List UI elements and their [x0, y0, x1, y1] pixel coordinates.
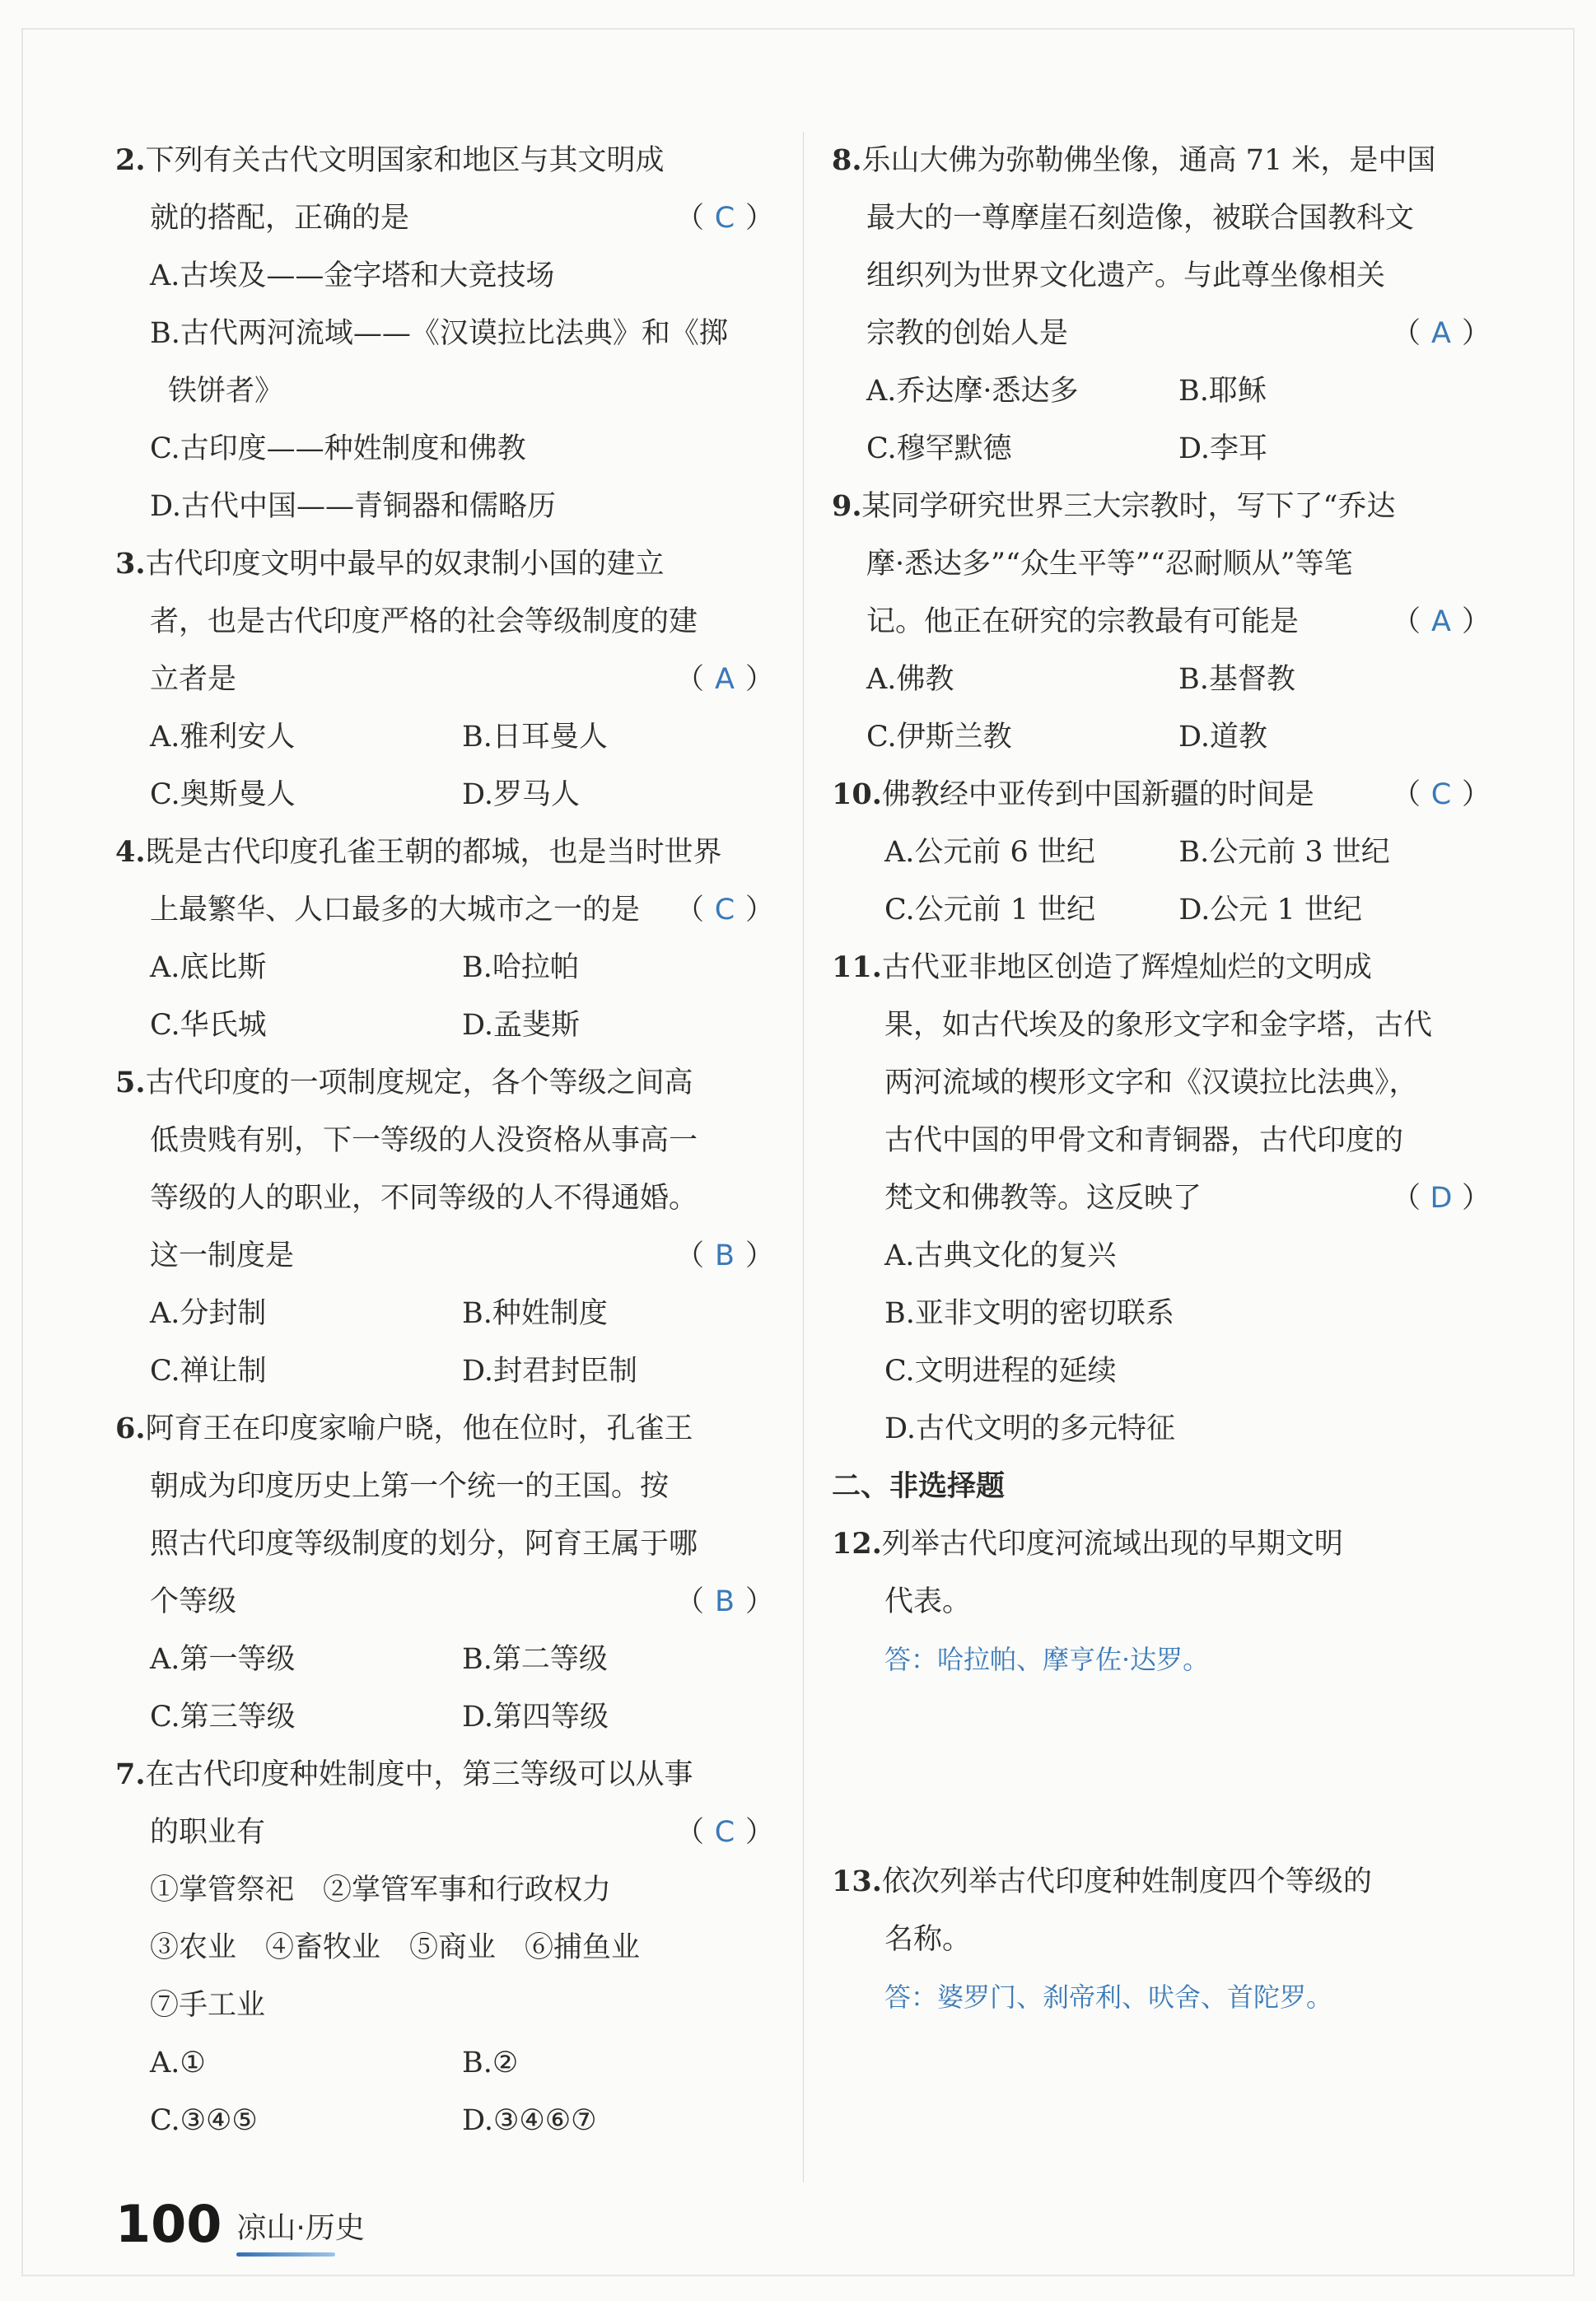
q10-option-d: D.公元 1 世纪 — [1178, 894, 1362, 926]
q9-text-2: 摩·悉达多”“众生平等”“忍耐顺从”等笔 — [866, 548, 1353, 581]
right-column — [832, 132, 1491, 2026]
q8-line-4 — [832, 305, 1491, 362]
q7-text-1: 在古代印度种姓制度中，第三等级可以从事 — [145, 1758, 693, 1791]
paren-open: （ — [675, 894, 705, 926]
q13-text-2: 名称。 — [884, 1923, 972, 1956]
question-7 — [115, 1746, 774, 2149]
q7-option-b: B.② — [462, 2047, 519, 2079]
q11-text-3: 两河流域的楔形文字和《汉谟拉比法典》， — [884, 1066, 1418, 1099]
q11-text-5: 梵文和佛教等。这反映了 — [884, 1182, 1202, 1215]
column-divider — [803, 132, 804, 2182]
q3-text-1: 古代印度文明中最早的奴隶制小国的建立 — [145, 548, 665, 581]
q6-option-d: D.第四等级 — [462, 1701, 609, 1734]
q7-options-row-2 — [115, 2092, 774, 2149]
q5-text-4: 这一制度是 — [150, 1239, 295, 1272]
q10-number: 10. — [832, 777, 882, 811]
paren-close: ） — [744, 1239, 774, 1272]
q5-text-2: 低贵贱有别，下一等级的人没资格从事高一 — [150, 1124, 698, 1157]
question-6 — [115, 1400, 774, 1746]
q2-answer-bracket — [675, 189, 774, 247]
q6-text-2: 朝成为印度历史上第一个统一的王国。按 — [150, 1470, 670, 1503]
question-10 — [832, 766, 1491, 939]
q9-answer: A — [1431, 605, 1451, 638]
q12-line-1 — [832, 1515, 1491, 1573]
q6-option-a: A.第一等级 — [150, 1643, 296, 1676]
q5-option-d: D.封君封臣制 — [462, 1355, 637, 1388]
paren-close: ） — [1461, 605, 1491, 638]
q7-option-c: C.③④⑤ — [150, 2104, 258, 2137]
q8-text-2: 最大的一尊摩崖石刻造像，被联合国教科文 — [866, 202, 1415, 235]
q9-line-1 — [832, 478, 1491, 535]
q7-answer-bracket — [675, 1804, 774, 1861]
q5-text-3: 等级的人的职业，不同等级的人不得通婚。 — [150, 1182, 698, 1215]
q7-items-1: ①掌管祭祀 ②掌管军事和行政权力 — [150, 1874, 612, 1907]
q10-line-1 — [832, 766, 1491, 824]
q3-line-1 — [115, 535, 774, 593]
q7-items-2: ③农业 ④畜牧业 ⑤商业 ⑥捕鱼业 — [150, 1931, 641, 1964]
q8-option-a: A.乔达摩·悉达多 — [866, 375, 1079, 408]
q13-text-1: 依次列举古代印度种姓制度四个等级的 — [881, 1865, 1372, 1898]
q4-line-1 — [115, 824, 774, 881]
q2-line-2 — [115, 189, 774, 247]
q4-line-2 — [115, 881, 774, 939]
q2-option-c: C.古印度——种姓制度和佛教 — [150, 432, 526, 465]
q5-option-a: A.分封制 — [150, 1297, 267, 1330]
q6-option-c: C.第三等级 — [150, 1701, 296, 1734]
q13-line-1 — [832, 1853, 1491, 1911]
q9-answer-bracket — [1392, 593, 1491, 651]
q11-text-2: 果，如古代埃及的象形文字和金字塔，古代 — [884, 1009, 1433, 1042]
q9-options-row-1 — [832, 651, 1491, 708]
paren-open: （ — [1392, 1182, 1421, 1215]
q7-option-d: D.③④⑥⑦ — [462, 2104, 597, 2137]
paren-close: ） — [744, 1816, 774, 1849]
q4-answer-bracket — [675, 881, 774, 939]
q7-items-3: ⑦手工业 — [150, 1989, 266, 2022]
q10-option-a: A.公元前 6 世纪 — [884, 836, 1095, 869]
q12-text-2: 代表。 — [884, 1585, 972, 1618]
q4-option-d: D.孟斐斯 — [462, 1009, 580, 1042]
q3-option-c: C.奥斯曼人 — [150, 778, 296, 811]
q6-line-4 — [115, 1573, 774, 1631]
paren-close: ） — [1461, 1182, 1491, 1215]
q13-answer: 答：婆罗门、刹帝利、吠舍、首陀罗。 — [884, 1981, 1333, 2013]
q9-text-1: 某同学研究世界三大宗教时，写下了“乔达 — [861, 490, 1396, 523]
q8-text-4: 宗教的创始人是 — [866, 317, 1069, 350]
q9-number: 9. — [832, 489, 862, 523]
q8-option-c: C.穆罕默德 — [866, 432, 1012, 465]
q4-option-c: C.华氏城 — [150, 1009, 267, 1042]
q3-answer-bracket — [675, 651, 774, 708]
question-5 — [115, 1054, 774, 1400]
footer-label-text: 凉山·历史 — [236, 2211, 365, 2245]
q7-answer: C — [714, 1816, 735, 1849]
q8-answer: A — [1431, 317, 1451, 350]
question-13 — [832, 1853, 1491, 2026]
q2-option-b: B.古代两河流域——《汉谟拉比法典》和《掷 — [150, 317, 728, 350]
q8-text-1: 乐山大佛为弥勒佛坐像，通高 71 米，是中国 — [861, 144, 1436, 177]
question-11 — [832, 939, 1491, 1458]
page-number: 100 — [115, 2194, 222, 2254]
q5-options-row-2 — [115, 1342, 774, 1400]
q2-option-a: A.古埃及——金字塔和大竞技场 — [150, 259, 555, 292]
q3-text-2: 者，也是古代印度严格的社会等级制度的建 — [150, 605, 698, 638]
paren-open: （ — [1392, 778, 1421, 811]
question-2 — [115, 132, 774, 535]
q8-number: 8. — [832, 143, 862, 177]
q4-text-1: 既是古代印度孔雀王朝的都城，也是当时世界 — [145, 836, 722, 869]
q5-text-1: 古代印度的一项制度规定，各个等级之间高 — [145, 1066, 693, 1099]
paren-open: （ — [675, 663, 705, 696]
paren-close: ） — [1461, 317, 1491, 350]
q7-line-2 — [115, 1804, 774, 1861]
paren-close: ） — [1461, 778, 1491, 811]
q5-line-1 — [115, 1054, 774, 1112]
paren-close: ） — [744, 202, 774, 235]
question-8 — [832, 132, 1491, 478]
q5-answer-bracket — [675, 1227, 774, 1285]
q4-option-a: A.底比斯 — [150, 951, 267, 984]
page-footer — [115, 2194, 365, 2254]
q11-number: 11. — [832, 950, 882, 984]
q13-number: 13. — [832, 1865, 882, 1898]
q6-options-row-2 — [115, 1688, 774, 1746]
q9-line-3 — [832, 593, 1491, 651]
q2-option-d: D.古代中国——青铜器和儒略历 — [150, 490, 556, 523]
paren-open: （ — [1392, 605, 1421, 638]
paren-open: （ — [675, 1585, 705, 1618]
q8-option-b: B.耶稣 — [1178, 375, 1267, 408]
question-9 — [832, 478, 1491, 766]
q10-option-c: C.公元前 1 世纪 — [884, 894, 1096, 926]
q11-line-5 — [832, 1169, 1491, 1227]
paren-close: ） — [744, 663, 774, 696]
q9-option-c: C.伊斯兰教 — [866, 721, 1012, 754]
q3-answer: A — [715, 663, 735, 696]
q8-answer-bracket — [1392, 305, 1491, 362]
q3-options-row-2 — [115, 766, 774, 824]
q11-text-1: 古代亚非地区创造了辉煌灿烂的文明成 — [881, 951, 1372, 984]
q2-line-1 — [115, 132, 774, 189]
q5-answer: B — [714, 1239, 735, 1272]
q3-option-a: A.雅利安人 — [150, 721, 296, 754]
q8-option-d: D.李耳 — [1178, 432, 1267, 465]
paren-open: （ — [675, 202, 705, 235]
q6-text-1: 阿育王在印度家喻户晓，他在位时，孔雀王 — [145, 1412, 693, 1445]
q5-line-4 — [115, 1227, 774, 1285]
question-12 — [832, 1515, 1491, 1853]
footer-underline — [236, 2252, 335, 2257]
q2-number: 2. — [115, 143, 146, 177]
q12-answer: 答：哈拉帕、摩亨佐·达罗。 — [884, 1644, 1210, 1675]
q4-option-b: B.哈拉帕 — [462, 951, 579, 984]
question-4 — [115, 824, 774, 1054]
q10-option-b: B.公元前 3 世纪 — [1178, 836, 1390, 869]
q9-option-a: A.佛教 — [866, 663, 954, 696]
q7-line-1 — [115, 1746, 774, 1804]
paren-close: ） — [744, 894, 774, 926]
q8-line-1 — [832, 132, 1491, 189]
q10-options-row-1 — [832, 824, 1491, 881]
q9-option-d: D.道教 — [1178, 721, 1267, 754]
q6-options-row-1 — [115, 1631, 774, 1688]
footer-label — [236, 2205, 364, 2247]
q7-number: 7. — [115, 1757, 146, 1791]
q4-text-2: 上最繁华、人口最多的大城市之一的是 — [150, 894, 641, 926]
q6-option-b: B.第二等级 — [462, 1643, 608, 1676]
paren-close: ） — [744, 1585, 774, 1618]
q6-answer-bracket — [675, 1573, 774, 1631]
q6-text-3: 照古代印度等级制度的划分，阿育王属于哪 — [150, 1528, 698, 1561]
q11-answer: D — [1430, 1182, 1453, 1215]
q7-text-2: 的职业有 — [150, 1816, 266, 1849]
q4-answer: C — [714, 894, 735, 926]
q6-number: 6. — [115, 1412, 146, 1445]
q10-answer-bracket — [1392, 766, 1491, 824]
q9-text-3: 记。他正在研究的宗教最有可能是 — [866, 605, 1300, 638]
q7-option-a: A.① — [150, 2047, 206, 2079]
section-2-title: 二、非选择题 — [832, 1470, 1006, 1503]
q8-text-3: 组织列为世界文化遗产。与此尊坐像相关 — [866, 259, 1386, 292]
q11-option-d: D.古代文明的多元特征 — [884, 1412, 1175, 1445]
paren-open: （ — [675, 1239, 705, 1272]
q11-option-b: B.亚非文明的密切联系 — [884, 1297, 1174, 1330]
q5-option-b: B.种姓制度 — [462, 1297, 608, 1330]
question-3 — [115, 535, 774, 824]
q7-options-row-1 — [115, 2034, 774, 2092]
q5-number: 5. — [115, 1066, 146, 1099]
q3-option-d: D.罗马人 — [462, 778, 580, 811]
q3-options-row-1 — [115, 708, 774, 766]
left-column — [115, 132, 774, 2149]
q5-option-c: C.禅让制 — [150, 1355, 267, 1388]
q11-option-c: C.文明进程的延续 — [884, 1355, 1117, 1388]
q11-option-a: A.古典文化的复兴 — [884, 1239, 1117, 1272]
q3-option-b: B.日耳曼人 — [462, 721, 608, 754]
q8-options-row-2 — [832, 420, 1491, 478]
q4-options-row-1 — [115, 939, 774, 996]
q12-number: 12. — [832, 1527, 882, 1561]
q4-options-row-2 — [115, 996, 774, 1054]
q12-text-1: 列举古代印度河流域出现的早期文明 — [881, 1528, 1343, 1561]
q6-answer: B — [714, 1585, 735, 1618]
q11-answer-bracket — [1392, 1169, 1491, 1227]
q6-text-4: 个等级 — [150, 1585, 237, 1618]
q10-options-row-2 — [832, 881, 1491, 939]
q3-line-3 — [115, 651, 774, 708]
q2-text-1: 下列有关古代文明国家和地区与其文明成 — [145, 144, 665, 177]
q6-line-1 — [115, 1400, 774, 1458]
q10-text-1: 佛教经中亚传到中国新疆的时间是 — [881, 778, 1314, 811]
q3-number: 3. — [115, 547, 146, 581]
q10-answer: C — [1430, 778, 1452, 811]
q8-options-row-1 — [832, 362, 1491, 420]
q2-answer: C — [714, 202, 735, 235]
q2-option-b-cont: 铁饼者》 — [168, 375, 284, 408]
q11-text-4: 古代中国的甲骨文和青铜器，古代印度的 — [884, 1124, 1404, 1157]
q3-text-3: 立者是 — [150, 663, 237, 696]
q5-options-row-1 — [115, 1285, 774, 1342]
q11-line-1 — [832, 939, 1491, 996]
q2-text-2: 就的搭配，正确的是 — [150, 202, 410, 235]
q4-number: 4. — [115, 835, 146, 869]
q9-option-b: B.基督教 — [1178, 663, 1295, 696]
paren-open: （ — [1392, 317, 1421, 350]
q9-options-row-2 — [832, 708, 1491, 766]
paren-open: （ — [675, 1816, 705, 1849]
